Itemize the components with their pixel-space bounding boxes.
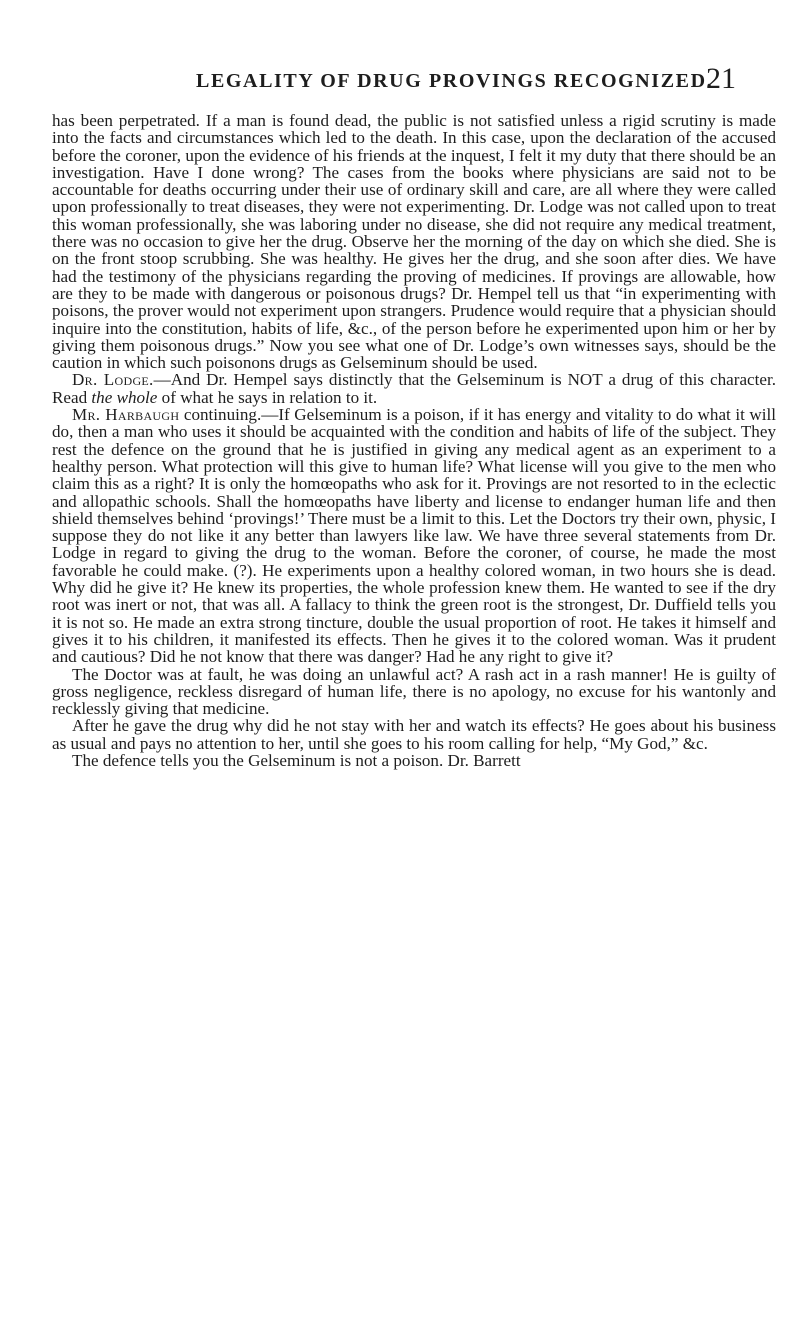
paragraph [52, 371, 776, 406]
paragraph-text: The Doctor was at fault, he was doing an unlawful act? A rash act in a rash manner! He is guilty of gross negligence, reckless disregard of human life, there is no apology, no excuse for his wantonly and recklessly giving that medicine. [52, 664, 776, 719]
paragraph-text: has been perpetrated. If a man is found dead, the public is not satisfied unless a rigid scrutiny is made into the facts and circumstances which led to the death. In this case, upon the declaration of the accused before the coroner, upon the evidence of his friends at the inquest, I felt it my duty that there should be an investigation. Have I done wrong? The cases from the books where physicians are said not to be accountable for deaths occurring under their use of ordinary skill and care, are all where they were called upon professionally to treat diseases, they were not experimenting. Dr. Lodge was not called upon to treat this woman professionally, she was laboring under no disease, she did not require any medical treatment, there was no occasion to give her the drug. Observe her the morning of the day on which she died. She is on the front stoop scrubbing. She was healthy. He gives her the drug, and she soon after dies. We have had the testimony of the physicians regarding the proving of medicines. If provings are allowable, how are they to be made with dangerous or poisonous drugs? Dr. Hempel tell us that “in experimenting with poisons, the prover would not experiment upon strangers. Prudence would require that a physician should inquire into the constitution, habits of life, &c., of the person before he experimented upon him or her by giving them poisonous drugs.” Now you see what one of Dr. Lodge’s own witnesses says, should be the caution in which such poisonons drugs as Gelseminum should be used. [52, 111, 776, 373]
speaker-name: Mr. Harbaugh [72, 405, 180, 425]
paragraph [52, 112, 776, 371]
paragraph [52, 717, 776, 752]
paragraph [52, 666, 776, 718]
emphasis-text: the whole [91, 387, 158, 407]
body-text [52, 112, 776, 769]
paragraph [52, 752, 776, 769]
page-number: 21 [706, 62, 736, 95]
paragraph-text: The defence tells you the Gelseminum is not a poison. Dr. Barrett [72, 750, 521, 770]
running-head [196, 62, 736, 102]
paragraph [52, 406, 776, 665]
speaker-name: Dr. Lodge. [72, 370, 154, 390]
paragraph-text: continuing.—If Gelseminum is a poison, if it has energy and vitality to do what it will do, then a man who uses it should be acquainted with the condition and habits of life of the subject. They rest the defence on the ground that he is justified in giving any medical agent as an experiment to a healthy person. What protection will this give to human life? What license will you give to the men who claim this as a right? It is only the homœopaths who ask for it. Provings are not resorted to in the eclectic and allopathic schools. Shall the homœopaths have liberty and license to endanger human life and then shield themselves behind ‘provings!’ There must be a limit to this. Let the Doctors try their own, physic, I suppose they do not like it any better than lawyers like law. We have three several statements from Dr. Lodge in regard to giving the drug to the woman. Before the coroner, of course, he made the most favorable he could make. (?). He experiments upon a healthy colored woman, in two hours she is dead. Why did he give it? He knew its properties, the whole profession knew them. He wanted to see if the dry root was inert or not, that was all. A fallacy to think the green root is the strongest, Dr. Duffield tells you it is not so. He made an extra strong tincture, double the usual proportion of root. He takes it himself and gives it to his children, it manifested its effects. Then he gives it to the colored woman. Was it prudent and cautious? Did he not know that there was danger? Had he any right to give it? [52, 405, 776, 667]
paragraph-text: of what he says in relation to it. [157, 387, 378, 407]
paragraph-text: —And Dr. Hempel says distinctly that the Gelseminum is NOT a drug of this character. Read [52, 370, 776, 407]
running-title: LEGALITY OF DRUG PROVINGS RECOGNIZED. [196, 70, 714, 92]
paragraph-text: After he gave the drug why did he not stay with her and watch its effects? He goes about his business as usual and pays no attention to her, until she goes to his room calling for help, “My God,” &c. [52, 716, 776, 753]
